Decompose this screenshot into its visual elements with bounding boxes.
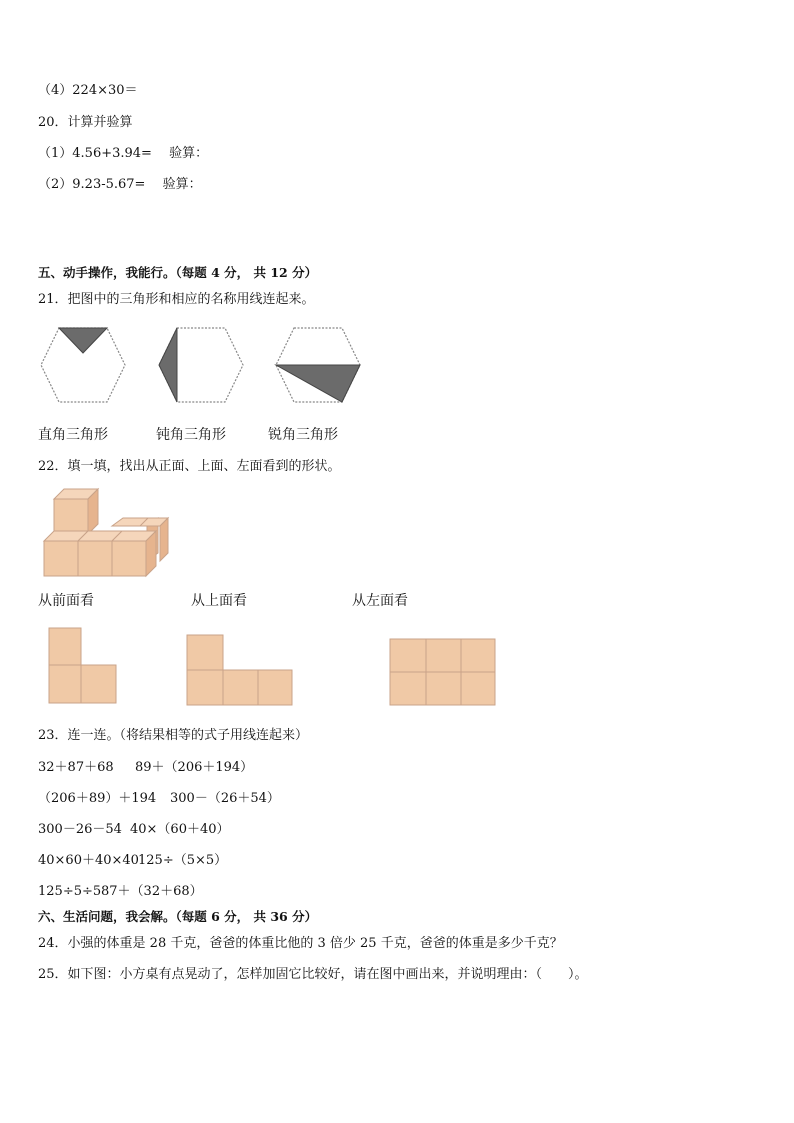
q23-left-expr-1: 32＋87＋68: [38, 760, 114, 775]
view-label-front: 从前面看: [38, 593, 94, 609]
obtuse-triangle-shape: [159, 328, 177, 402]
left-view-shape: [389, 638, 497, 706]
top-view-shape: [186, 634, 294, 706]
q22-title: 22．填一填，找出从正面、上面、左面看到的形状。: [38, 459, 341, 474]
q23-title: 23．连一连。（将结果相等的式子用线连起来）: [38, 728, 309, 743]
q25-text: 25．如下图：小方桌有点晃动了，怎样加固它比较好，请在图中画出来，并说明理由：（ ）。: [38, 967, 588, 982]
front-view-shape: [48, 627, 118, 704]
q23-left-expr-5: 125÷5÷5: [38, 884, 102, 899]
q23-left-expr-2: （206＋89）＋194: [38, 791, 157, 806]
q20-item-2: （2）9.23-5.67= 验算：: [38, 177, 202, 192]
q20-title: 20．计算并验算: [38, 115, 133, 130]
q20-item-1: （1）4.56+3.94= 验算：: [38, 146, 209, 161]
hexagon-figure-3: [273, 325, 363, 405]
q23-left-expr-4: 40×60＋40×40: [38, 853, 139, 868]
q23-right-expr-4: 125÷（5×5）: [138, 853, 228, 868]
q19-item-4: （4）224×30＝: [38, 83, 138, 98]
view-label-top: 从上面看: [191, 593, 247, 609]
q23-right-expr-5: 87＋（32＋68）: [101, 884, 203, 899]
section-6-header: 六、生活问题，我会解。（每题 6 分， 共 36 分）: [38, 909, 318, 924]
triangle-name-acute: 锐角三角形: [268, 427, 338, 443]
q23-right-expr-1: 89＋（206＋194）: [135, 760, 254, 775]
q21-title: 21．把图中的三角形和相应的名称用线连起来。: [38, 292, 315, 307]
q23-right-expr-3: 40×（60＋40）: [130, 822, 230, 837]
section-5-header: 五、动手操作，我能行。（每题 4 分， 共 12 分）: [38, 265, 318, 280]
q23-left-expr-3: 300－26－54: [38, 822, 122, 837]
triangle-name-obtuse: 钝角三角形: [156, 427, 226, 443]
view-label-left: 从左面看: [352, 593, 408, 609]
q23-right-expr-2: 300－（26＋54）: [170, 791, 280, 806]
triangle-name-right: 直角三角形: [38, 427, 108, 443]
hexagon-figure-1: [38, 325, 128, 405]
q24-text: 24．小强的体重是 28 千克，爸爸的体重比他的 3 倍少 25 千克，爸爸的体重是多少千克？: [38, 936, 563, 951]
cube-stack-figure: [40, 485, 175, 580]
hexagon-figure-2: [156, 325, 246, 405]
